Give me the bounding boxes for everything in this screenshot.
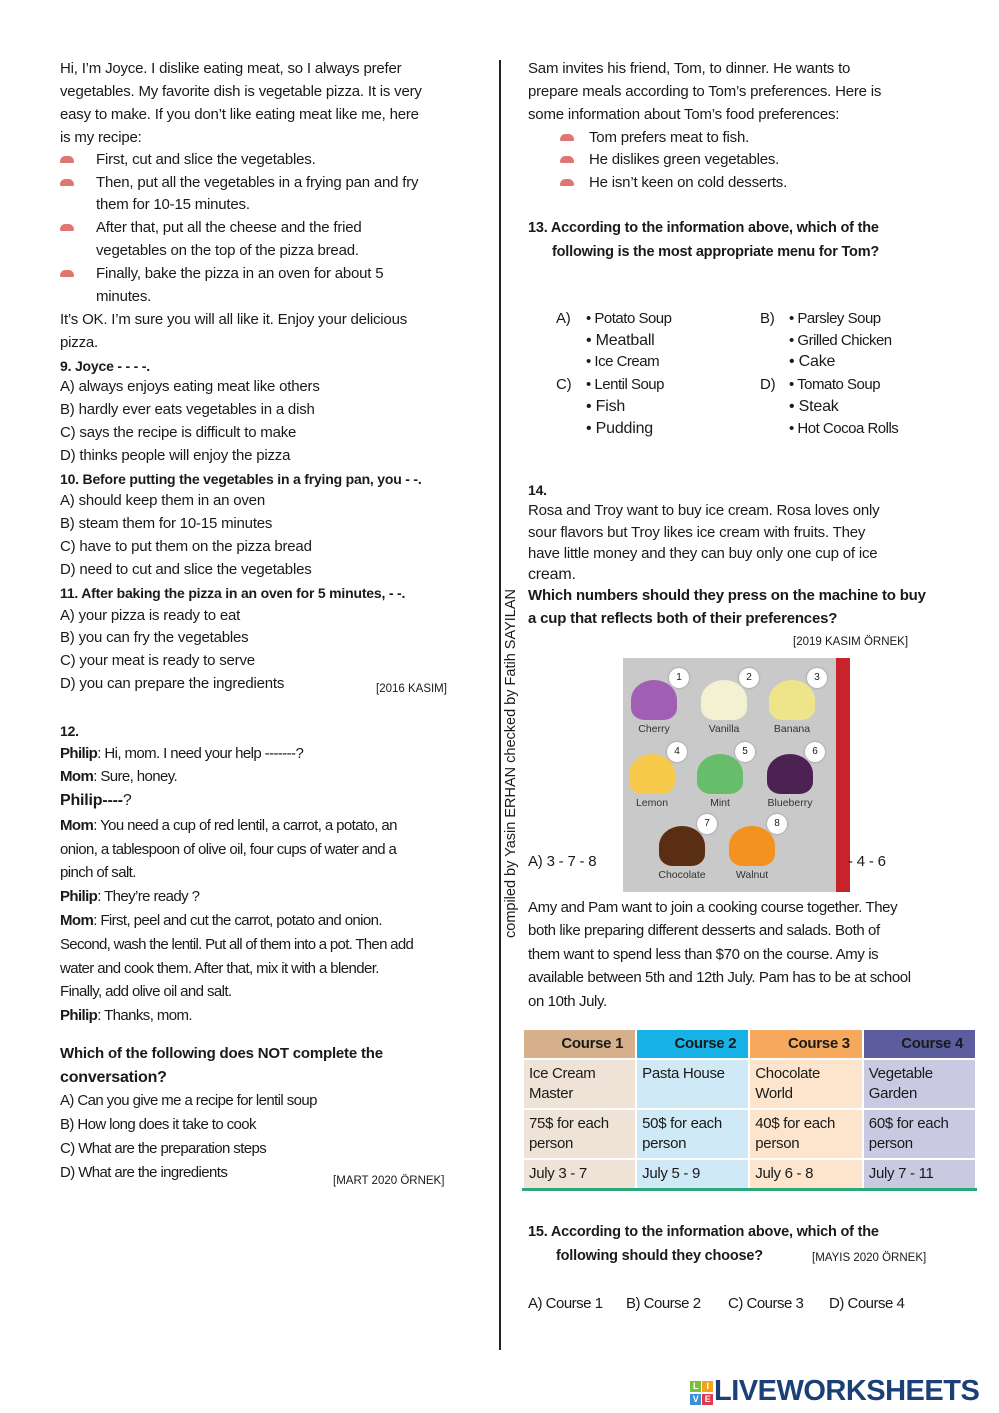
- q10-option[interactable]: D) need to cut and slice the vegetables: [60, 561, 312, 578]
- option-label: D): [760, 376, 776, 393]
- q14-question: a cup that reflects both of their preferences?: [528, 610, 838, 627]
- q12-stem: conversation?: [60, 1069, 167, 1086]
- dialogue-text: : They’re ready ?: [97, 888, 200, 905]
- table-row: [523, 1109, 976, 1159]
- table-cell: 60$ for each person: [863, 1109, 976, 1159]
- menu-item: • Tomato Soup: [789, 376, 881, 393]
- q10-option[interactable]: A) should keep them in an oven: [60, 492, 265, 509]
- q9-option[interactable]: A) always enjoys eating meat like others: [60, 378, 320, 395]
- flavor-label: Vanilla: [708, 723, 740, 735]
- table-cell: July 7 - 11: [863, 1159, 976, 1190]
- speaker: Philip: [60, 745, 98, 762]
- logo-letter: I: [702, 1381, 713, 1392]
- q11-stem: 11. After baking the pizza in an oven for 5 minutes, - -.: [60, 585, 406, 601]
- scoop-banana: [769, 680, 815, 720]
- ice-cream-machine-image: [623, 658, 836, 892]
- table-cell: 50$ for each person: [636, 1109, 749, 1159]
- q10-stem: 10. Before putting the vegetables in a frying pan, you - -.: [60, 471, 422, 487]
- flavor-number[interactable]: 6: [805, 742, 825, 762]
- course-text: both like preparing different desserts and salads. Both of: [528, 922, 880, 939]
- flavor-label: Chocolate: [658, 869, 706, 881]
- flavor-number[interactable]: 5: [735, 742, 755, 762]
- table-cell: Vegetable Garden: [863, 1059, 976, 1109]
- q13-stem: following is the most appropriate menu for Tom?: [552, 244, 880, 260]
- q9-stem: 9. Joyce - - - -.: [60, 358, 150, 374]
- table-cell: Pasta House: [636, 1059, 749, 1109]
- menu-item: • Parsley Soup: [789, 310, 881, 327]
- q11-source: [2016 KASIM]: [376, 683, 447, 695]
- speaker: Mom: [60, 912, 94, 929]
- course-header: Course 2: [636, 1029, 749, 1059]
- dialogue-line: [60, 766, 177, 788]
- recipe-step: First, cut and slice the vegetables.: [96, 151, 316, 168]
- scoop-vanilla: [701, 680, 747, 720]
- dialogue-text: : Thanks, mom.: [97, 1007, 192, 1024]
- logo-letter: V: [690, 1394, 701, 1405]
- dialogue-line: [60, 743, 303, 765]
- flavor-label: Lemon: [635, 797, 669, 809]
- q15-source: [MAYIS 2020 ÖRNEK]: [812, 1252, 927, 1264]
- bullet-icon: [60, 156, 74, 163]
- course-table: [522, 1028, 977, 1191]
- course-text: Amy and Pam want to join a cooking course together. They: [528, 899, 898, 916]
- dialogue-text: ?: [122, 792, 132, 809]
- bullet-icon: [560, 156, 574, 163]
- table-row: [523, 1159, 976, 1190]
- flavor-number[interactable]: 1: [669, 668, 689, 688]
- intro-line: prepare meals according to Tom’s preferences. Here is: [528, 83, 882, 100]
- q14-text: cream.: [528, 566, 576, 583]
- dialogue-line: pinch of salt.: [60, 864, 136, 881]
- q14-text: sour flavors but Troy likes ice cream with fruits. They: [528, 524, 866, 541]
- flavor-number[interactable]: 8: [767, 814, 787, 834]
- dialogue-text: : First, peel and cut the carrot, potato and onion.: [93, 912, 382, 929]
- outro-line: It’s OK. I’m sure you will all like it. Enjoy your delicious: [60, 311, 408, 328]
- bullet-icon: [60, 270, 74, 277]
- live-letters-icon: [690, 1380, 714, 1406]
- speaker: Mom: [60, 817, 94, 834]
- q15-option[interactable]: C) Course 3: [728, 1295, 804, 1312]
- logo-letter: E: [702, 1394, 713, 1405]
- scoop-walnut: [729, 826, 775, 866]
- outro-line: pizza.: [60, 334, 98, 351]
- dialogue-line: [60, 886, 199, 908]
- recipe-step: Finally, bake the pizza in an oven for about 5: [96, 265, 384, 282]
- flavor-label: Mint: [710, 797, 730, 809]
- course-text: on 10th July.: [528, 993, 607, 1010]
- dialogue-line: [60, 815, 397, 837]
- preference: He dislikes green vegetables.: [589, 151, 780, 168]
- dialogue-text: : You need a cup of red lentil, a carrot, a potato, an: [93, 817, 397, 834]
- q10-option[interactable]: C) have to put them on the pizza bread: [60, 538, 312, 555]
- q11-option[interactable]: C) your meat is ready to serve: [60, 652, 255, 669]
- flavor-label: Walnut: [735, 869, 769, 881]
- option-label: A): [556, 310, 571, 327]
- speaker: Mom: [60, 768, 94, 785]
- logo-letter: L: [690, 1381, 701, 1392]
- course-header: Course 1: [523, 1029, 636, 1059]
- menu-item: • Potato Soup: [586, 310, 672, 327]
- logo-text: LIVEWORKSHEETS: [714, 1375, 980, 1407]
- course-header: Course 3: [749, 1029, 863, 1059]
- scoop-cherry: [631, 680, 677, 720]
- table-cell: July 3 - 7: [523, 1159, 636, 1190]
- q15-option[interactable]: B) Course 2: [626, 1295, 701, 1312]
- q12-stem: Which of the following does NOT complete the: [60, 1045, 383, 1062]
- speaker: Philip: [60, 888, 98, 905]
- dialogue-line: onion, a tablespoon of olive oil, four cups of water and a: [60, 841, 397, 858]
- table-cell: 40$ for each person: [749, 1109, 863, 1159]
- table-cell: July 6 - 8: [749, 1159, 863, 1190]
- bullet-icon: [560, 179, 574, 186]
- menu-item: • Cake: [789, 353, 836, 370]
- flavor-number[interactable]: 4: [667, 742, 687, 762]
- scoop-mint: [697, 754, 743, 794]
- flavor-label: Banana: [773, 723, 811, 735]
- recipe-step: them for 10-15 minutes.: [96, 196, 250, 213]
- credit-text: compiled by Yasin ERHAN checked by Fatih SAYILAN: [503, 589, 519, 938]
- q12-source: [MART 2020 ÖRNEK]: [333, 1175, 445, 1187]
- recipe-step: vegetables on the top of the pizza bread.: [96, 242, 359, 259]
- q12-number: 12.: [60, 723, 79, 739]
- q15-option[interactable]: D) Course 4: [829, 1295, 905, 1312]
- intro-line: easy to make. If you don’t like eating meat like me, here: [60, 106, 419, 123]
- q13-stem: 13. According to the information above, which of the: [528, 220, 879, 236]
- menu-item: • Meatball: [586, 332, 655, 349]
- q14-text: have little money and they can buy only one cup of ice: [528, 545, 878, 562]
- flavor-label: Blueberry: [767, 797, 813, 809]
- scoop-chocolate: [659, 826, 705, 866]
- column-divider: [499, 60, 501, 1350]
- q14-option-partial[interactable]: - 4 - 6: [848, 853, 886, 870]
- q14-question: Which numbers should they press on the machine to buy: [528, 587, 926, 604]
- option-label: B): [760, 310, 775, 327]
- q9-option[interactable]: C) says the recipe is difficult to make: [60, 424, 297, 441]
- table-row: [523, 1059, 976, 1109]
- recipe-step: Then, put all the vegetables in a frying pan and fry: [96, 174, 419, 191]
- intro-line: Hi, I’m Joyce. I dislike eating meat, so I always prefer: [60, 60, 402, 77]
- menu-item: • Ice Cream: [586, 353, 660, 370]
- q10-option[interactable]: B) steam them for 10-15 minutes: [60, 515, 273, 532]
- q15-stem: 15. According to the information above, which of the: [528, 1224, 879, 1240]
- dialogue-line: [60, 790, 132, 812]
- q12-option[interactable]: A) Can you give me a recipe for lentil soup: [60, 1092, 317, 1109]
- scoop-lemon: [629, 754, 675, 794]
- course-text: them want to spend less than $70 on the course. Amy is: [528, 946, 879, 963]
- q14-source: [2019 KASIM ÖRNEK]: [793, 636, 909, 648]
- menu-item: • Steak: [789, 398, 839, 415]
- menu-item: • Hot Cocoa Rolls: [789, 420, 899, 437]
- table-cell: July 5 - 9: [636, 1159, 749, 1190]
- dialogue-line: Second, wash the lentil. Put all of them into a pot. Then add: [60, 936, 414, 953]
- menu-item: • Fish: [586, 398, 626, 415]
- speaker: Philip----: [60, 792, 123, 809]
- q9-option[interactable]: B) hardly ever eats vegetables in a dish: [60, 401, 315, 418]
- speaker: Philip: [60, 1007, 98, 1024]
- preference: Tom prefers meat to fish.: [589, 129, 750, 146]
- option-label: C): [556, 376, 572, 393]
- intro-line: vegetables. My favorite dish is vegetable pizza. It is very: [60, 83, 422, 100]
- dialogue-line: Finally, add olive oil and salt.: [60, 983, 232, 1000]
- q15-option[interactable]: A) Course 1: [528, 1295, 603, 1312]
- flavor-number[interactable]: 3: [807, 668, 827, 688]
- flavor-number[interactable]: 2: [739, 668, 759, 688]
- q12-option[interactable]: C) What are the preparation steps: [60, 1140, 267, 1157]
- intro-line: is my recipe:: [60, 129, 142, 146]
- scoop-blueberry: [767, 754, 813, 794]
- table-cell: 75$ for each person: [523, 1109, 636, 1159]
- table-cell: Ice Cream Master: [523, 1059, 636, 1109]
- q12-option[interactable]: D) What are the ingredients: [60, 1164, 228, 1181]
- q9-option[interactable]: D) thinks people will enjoy the pizza: [60, 447, 291, 464]
- dialogue-text: : Hi, mom. I need your help -------?: [97, 745, 304, 762]
- menu-item: • Grilled Chicken: [789, 332, 892, 349]
- course-header: Course 4: [863, 1029, 976, 1059]
- liveworksheets-logo: [690, 1375, 979, 1408]
- table-cell: Chocolate World: [749, 1059, 863, 1109]
- q11-option[interactable]: D) you can prepare the ingredients: [60, 675, 285, 692]
- intro-line: Sam invites his friend, Tom, to dinner. He wants to: [528, 60, 851, 77]
- flavor-number[interactable]: 7: [697, 814, 717, 834]
- recipe-step: minutes.: [96, 288, 152, 305]
- course-text: available between 5th and 12th July. Pam has to be at school: [528, 969, 911, 986]
- bullet-icon: [560, 134, 574, 141]
- dialogue-line: [60, 1005, 192, 1027]
- intro-line: some information about Tom’s food preferences:: [528, 106, 840, 123]
- q15-stem: following should they choose?: [556, 1248, 763, 1264]
- q14-text: Rosa and Troy want to buy ice cream. Rosa loves only: [528, 502, 880, 519]
- q14-number: 14.: [528, 482, 547, 498]
- dialogue-line: water and cook them. After that, mix it with a blender.: [60, 960, 379, 977]
- q12-option[interactable]: B) How long does it take to cook: [60, 1116, 256, 1133]
- flavor-label: Cherry: [638, 723, 670, 735]
- q14-option-a[interactable]: A) 3 - 7 - 8: [528, 853, 597, 870]
- preference: He isn’t keen on cold desserts.: [589, 174, 788, 191]
- menu-item: • Lentil Soup: [586, 376, 664, 393]
- dialogue-text: : Sure, honey.: [93, 768, 178, 785]
- q11-option[interactable]: B) you can fry the vegetables: [60, 629, 249, 646]
- dialogue-line: [60, 910, 382, 932]
- q11-option[interactable]: A) your pizza is ready to eat: [60, 607, 241, 624]
- menu-item: • Pudding: [586, 420, 653, 437]
- recipe-step: After that, put all the cheese and the fried: [96, 219, 362, 236]
- bullet-icon: [60, 224, 74, 231]
- bullet-icon: [60, 179, 74, 186]
